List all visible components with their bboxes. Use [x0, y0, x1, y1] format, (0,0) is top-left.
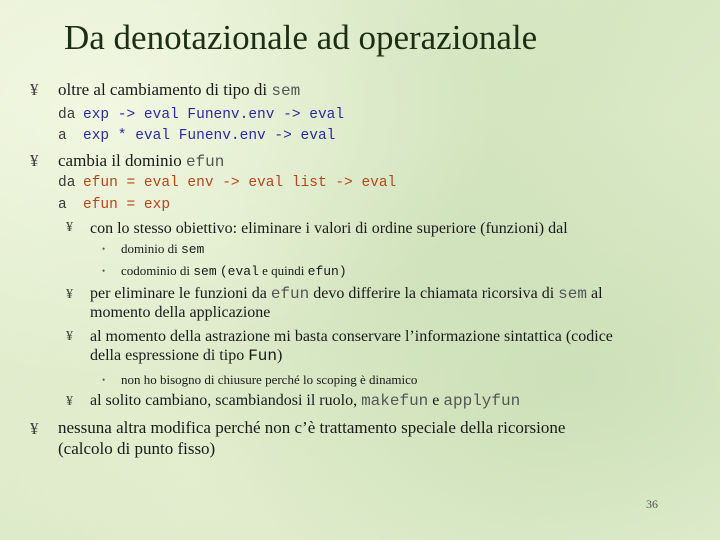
- sub-item: codominio di sem (eval e quindi efun): [121, 263, 347, 279]
- code-line: [58, 175, 397, 191]
- code-line: [58, 197, 171, 213]
- bullet-3: nessuna altra modifica perché non c’è trattamento speciale della ricorsione: [58, 418, 566, 437]
- sub-bullet-1: con lo stesso obiettivo: eliminare i valori di ordine superiore (funzioni) dal: [90, 220, 568, 237]
- page-number: 36: [646, 497, 658, 511]
- dot-icon: •: [102, 244, 106, 254]
- sub-item: dominio di sem: [121, 241, 205, 257]
- code-text: exp * eval Funenv.env -> eval: [83, 128, 336, 144]
- code-prefix: a: [58, 197, 67, 213]
- bullet-icon: ¥: [30, 151, 39, 170]
- bullet-2-code: efun: [185, 153, 225, 171]
- bullet-icon: ¥: [66, 329, 73, 344]
- sub-item: non ho bisogno di chiusure perché lo scoping è dinamico: [121, 372, 418, 387]
- code-line: [58, 128, 336, 144]
- sub-bullet-3: al momento della astrazione mi basta conservare l’informazione sintattica (codice: [90, 328, 613, 345]
- sub-bullet-4: al solito cambiano, scambiandosi il ruolo, makefun e applyfun: [90, 392, 521, 410]
- bullet-1: [58, 80, 300, 100]
- code-prefix: a: [58, 128, 67, 144]
- bullet-3-line2: (calcolo di punto fisso): [58, 439, 216, 458]
- code-text: efun = exp: [83, 197, 171, 213]
- sub-bullet-2: per eliminare le funzioni da efun devo differire la chiamata ricorsiva di sem al: [90, 285, 603, 303]
- sub-bullet-3-line2: della espressione di tipo Fun): [90, 347, 283, 365]
- code-text: exp -> eval Funenv.env -> eval: [83, 107, 345, 123]
- bullet-icon: ¥: [66, 220, 73, 235]
- code-prefix: da: [58, 175, 76, 191]
- code-line: [58, 107, 345, 123]
- bullet-icon: ¥: [30, 80, 39, 99]
- bullet-2-text: cambia il dominio: [58, 151, 186, 170]
- bullet-icon: ¥: [66, 287, 73, 302]
- bullet-2: [58, 151, 224, 171]
- bullet-icon: ¥: [66, 394, 73, 409]
- sub-bullet-2-line2: momento della applicazione: [90, 304, 271, 321]
- bullet-1-code: sem: [271, 82, 301, 100]
- dot-icon: •: [102, 375, 106, 385]
- dot-icon: •: [102, 266, 106, 276]
- slide-title: Da denotazionale ad operazionale: [64, 18, 538, 57]
- code-text: efun = eval env -> eval list -> eval: [83, 175, 397, 191]
- bullet-1-text: oltre al cambiamento di tipo di: [58, 80, 272, 99]
- bullet-icon: ¥: [30, 419, 39, 438]
- code-prefix: da: [58, 107, 76, 123]
